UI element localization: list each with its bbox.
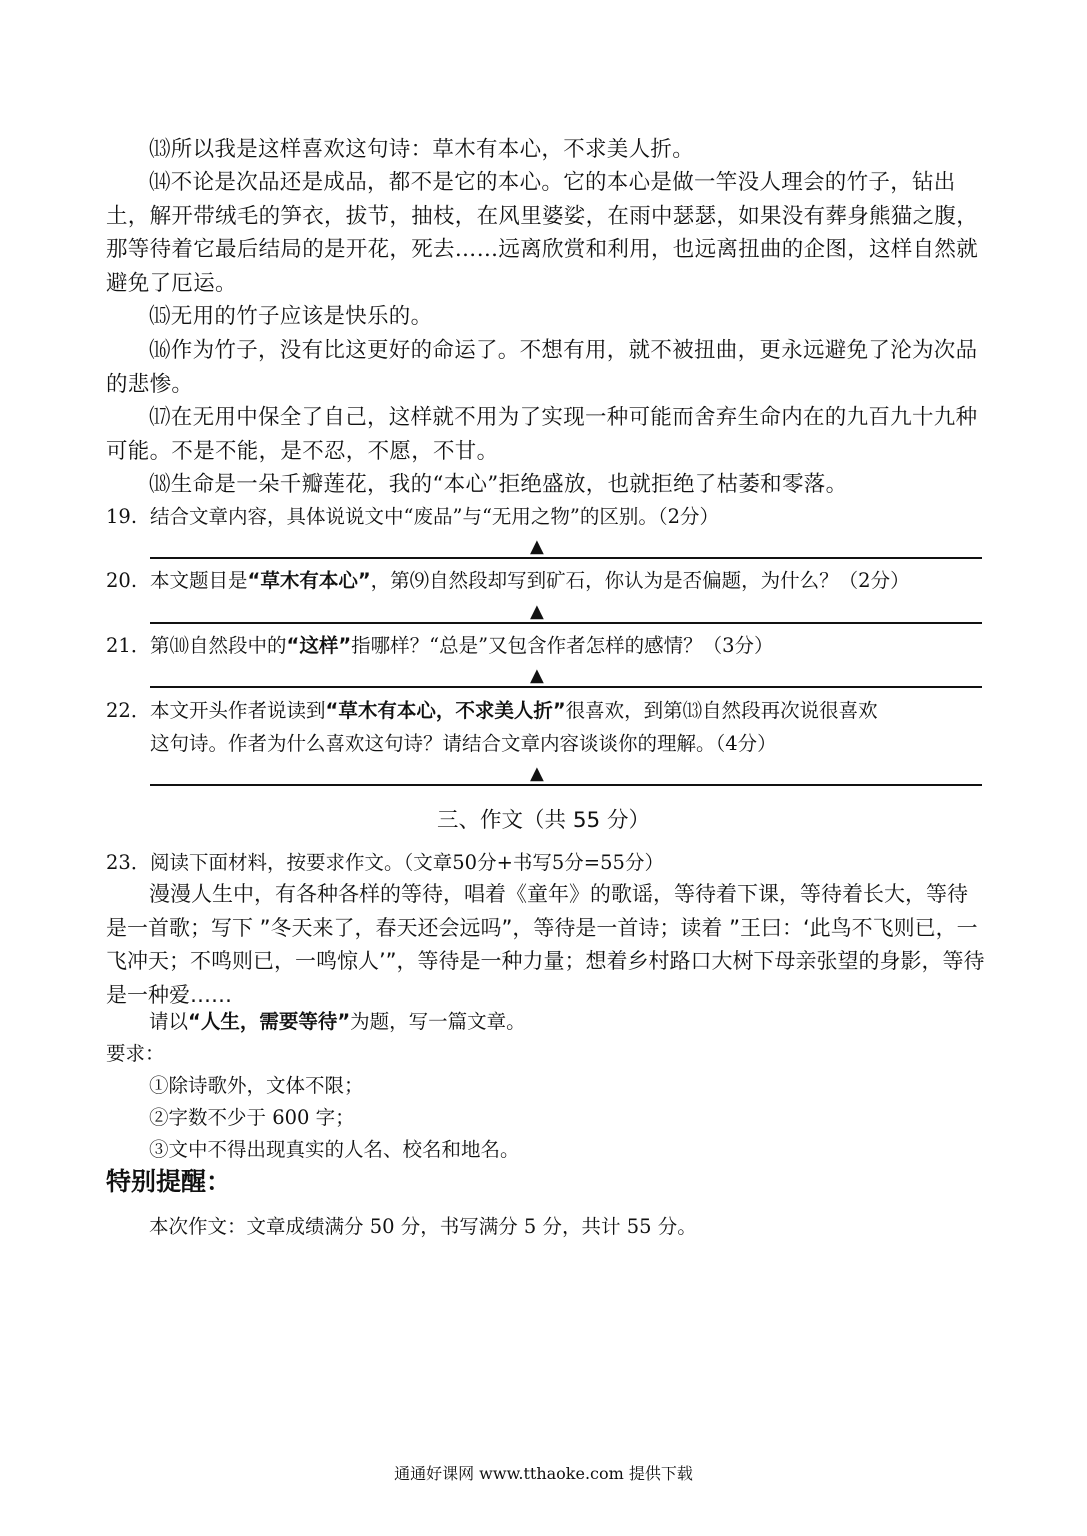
- section-title: 三、作文（共 55 分）: [436, 808, 651, 833]
- answer-line-22[interactable]: [150, 784, 982, 786]
- answer-mark-20: ▲: [530, 601, 544, 622]
- question-text-pre: 第⑽自然段中的: [150, 634, 287, 657]
- question-text: 阅读下面材料，按要求作文。（文章50分+书写5分=55分）: [150, 851, 664, 874]
- paragraph-16: ⒃作为竹子，没有比这更好的命运了。不想有用，就不被扭曲，更永远避免了沦为次品的悲惨。: [106, 338, 978, 397]
- answer-mark-21: ▲: [530, 665, 544, 686]
- paragraph-13: ⒀所以我是这样喜欢这句诗：草木有本心，不求美人折。: [149, 137, 695, 162]
- question-text-post: ，第⑼自然段却写到矿石，你认为是否偏题，为什么？（2分）: [370, 569, 910, 592]
- question-text-pre: 本文题目是: [150, 569, 248, 592]
- requirement-2: ②字数不少于 600 字；: [149, 1106, 355, 1129]
- question-text-post: 指哪样？“总是”又包含作者怎样的感情？（3分）: [351, 634, 774, 657]
- reminder-title: 特别提醒：: [106, 1167, 232, 1196]
- paragraph-17: ⒄在无用中保全了自己，这样就不用为了实现一种可能而舍弃生命内在的九百九十九种可能。不是不能，是不忍，不愿，不甘。: [106, 405, 978, 464]
- question-text-bold: “草木有本心，不求美人折”: [325, 699, 566, 722]
- requirements-label: 要求：: [106, 1042, 165, 1065]
- essay-material: 漫漫人生中，有各种各样的等待，唱着《童年》的歌谣，等待着下课，等待着长大，等待是一首歌；写下 ”冬天来了，春天还会远吗”，等待是一首诗；读着 ”王曰：‘此鸟不飞则已，一飞冲天；不鸣则已，一鸣惊人’”，等待是一种力量；想着乡村路口大树下母亲张望的身影，等待是一种爱……: [106, 882, 985, 1007]
- answer-line-19[interactable]: [150, 557, 982, 559]
- answer-mark-22: ▲: [530, 763, 544, 784]
- question-number: 20.: [106, 569, 138, 592]
- question-number: 23．: [106, 851, 151, 874]
- question-23: [106, 846, 986, 879]
- question-22: [106, 694, 986, 760]
- requirement-3: ③文中不得出现真实的人名、校名和地名。: [149, 1138, 520, 1161]
- essay-prompt: [106, 1005, 1029, 1038]
- question-text-continued: 这句诗。作者为什么喜欢这句诗？请结合文章内容谈谈你的理解。（4分）: [150, 732, 777, 755]
- question-number: 21．: [106, 634, 151, 657]
- answer-line-21[interactable]: [150, 686, 982, 688]
- question-text-pre: 本文开头作者说读到: [150, 699, 326, 722]
- paragraph-15: ⒂无用的竹子应该是快乐的。: [149, 304, 433, 329]
- question-20: [106, 564, 986, 597]
- question-19: [106, 500, 986, 533]
- question-21: [106, 629, 986, 662]
- question-text: 结合文章内容，具体说说文中“废品”与“无用之物”的区别。（2分）: [150, 505, 720, 528]
- prompt-post: 为题，写一篇文章。: [350, 1010, 526, 1033]
- answer-line-20[interactable]: [150, 622, 982, 624]
- paragraph-14: ⒁不论是次品还是成品，都不是它的本心。它的本心是做一竿没人理会的竹子，钻出土，解开带绒毛的笋衣，拔节，抽枝，在风里婆娑，在雨中瑟瑟，如果没有葬身熊猫之腹，那等待着它最后结局的是开花，死去……远离欣赏和利用，也远离扭曲的企图，这样自然就避免了厄运。: [106, 170, 979, 296]
- question-text-bold: “草木有本心”: [247, 569, 371, 592]
- requirement-1: ①除诗歌外，文体不限；: [149, 1074, 364, 1097]
- question-number: 19.: [106, 505, 138, 528]
- prompt-title: “人生，需要等待”: [188, 1010, 351, 1033]
- question-text-bold: “这样”: [286, 634, 352, 657]
- prompt-pre: 请以: [149, 1010, 189, 1033]
- paragraph-18: ⒅生命是一朵千瓣莲花，我的“本心”拒绝盛放，也就拒绝了枯萎和零落。: [149, 472, 848, 497]
- question-number: 22．: [106, 699, 151, 722]
- answer-mark-19: ▲: [530, 536, 544, 557]
- reminder-text: 本次作文：文章成绩满分 50 分，书写满分 5 分，共计 55 分。: [149, 1215, 697, 1238]
- footer-source: 通通好课网 www.tthaoke.com 提供下载: [394, 1464, 693, 1483]
- question-text-post: 很喜欢，到第⒀自然段再次说很喜欢: [565, 699, 878, 722]
